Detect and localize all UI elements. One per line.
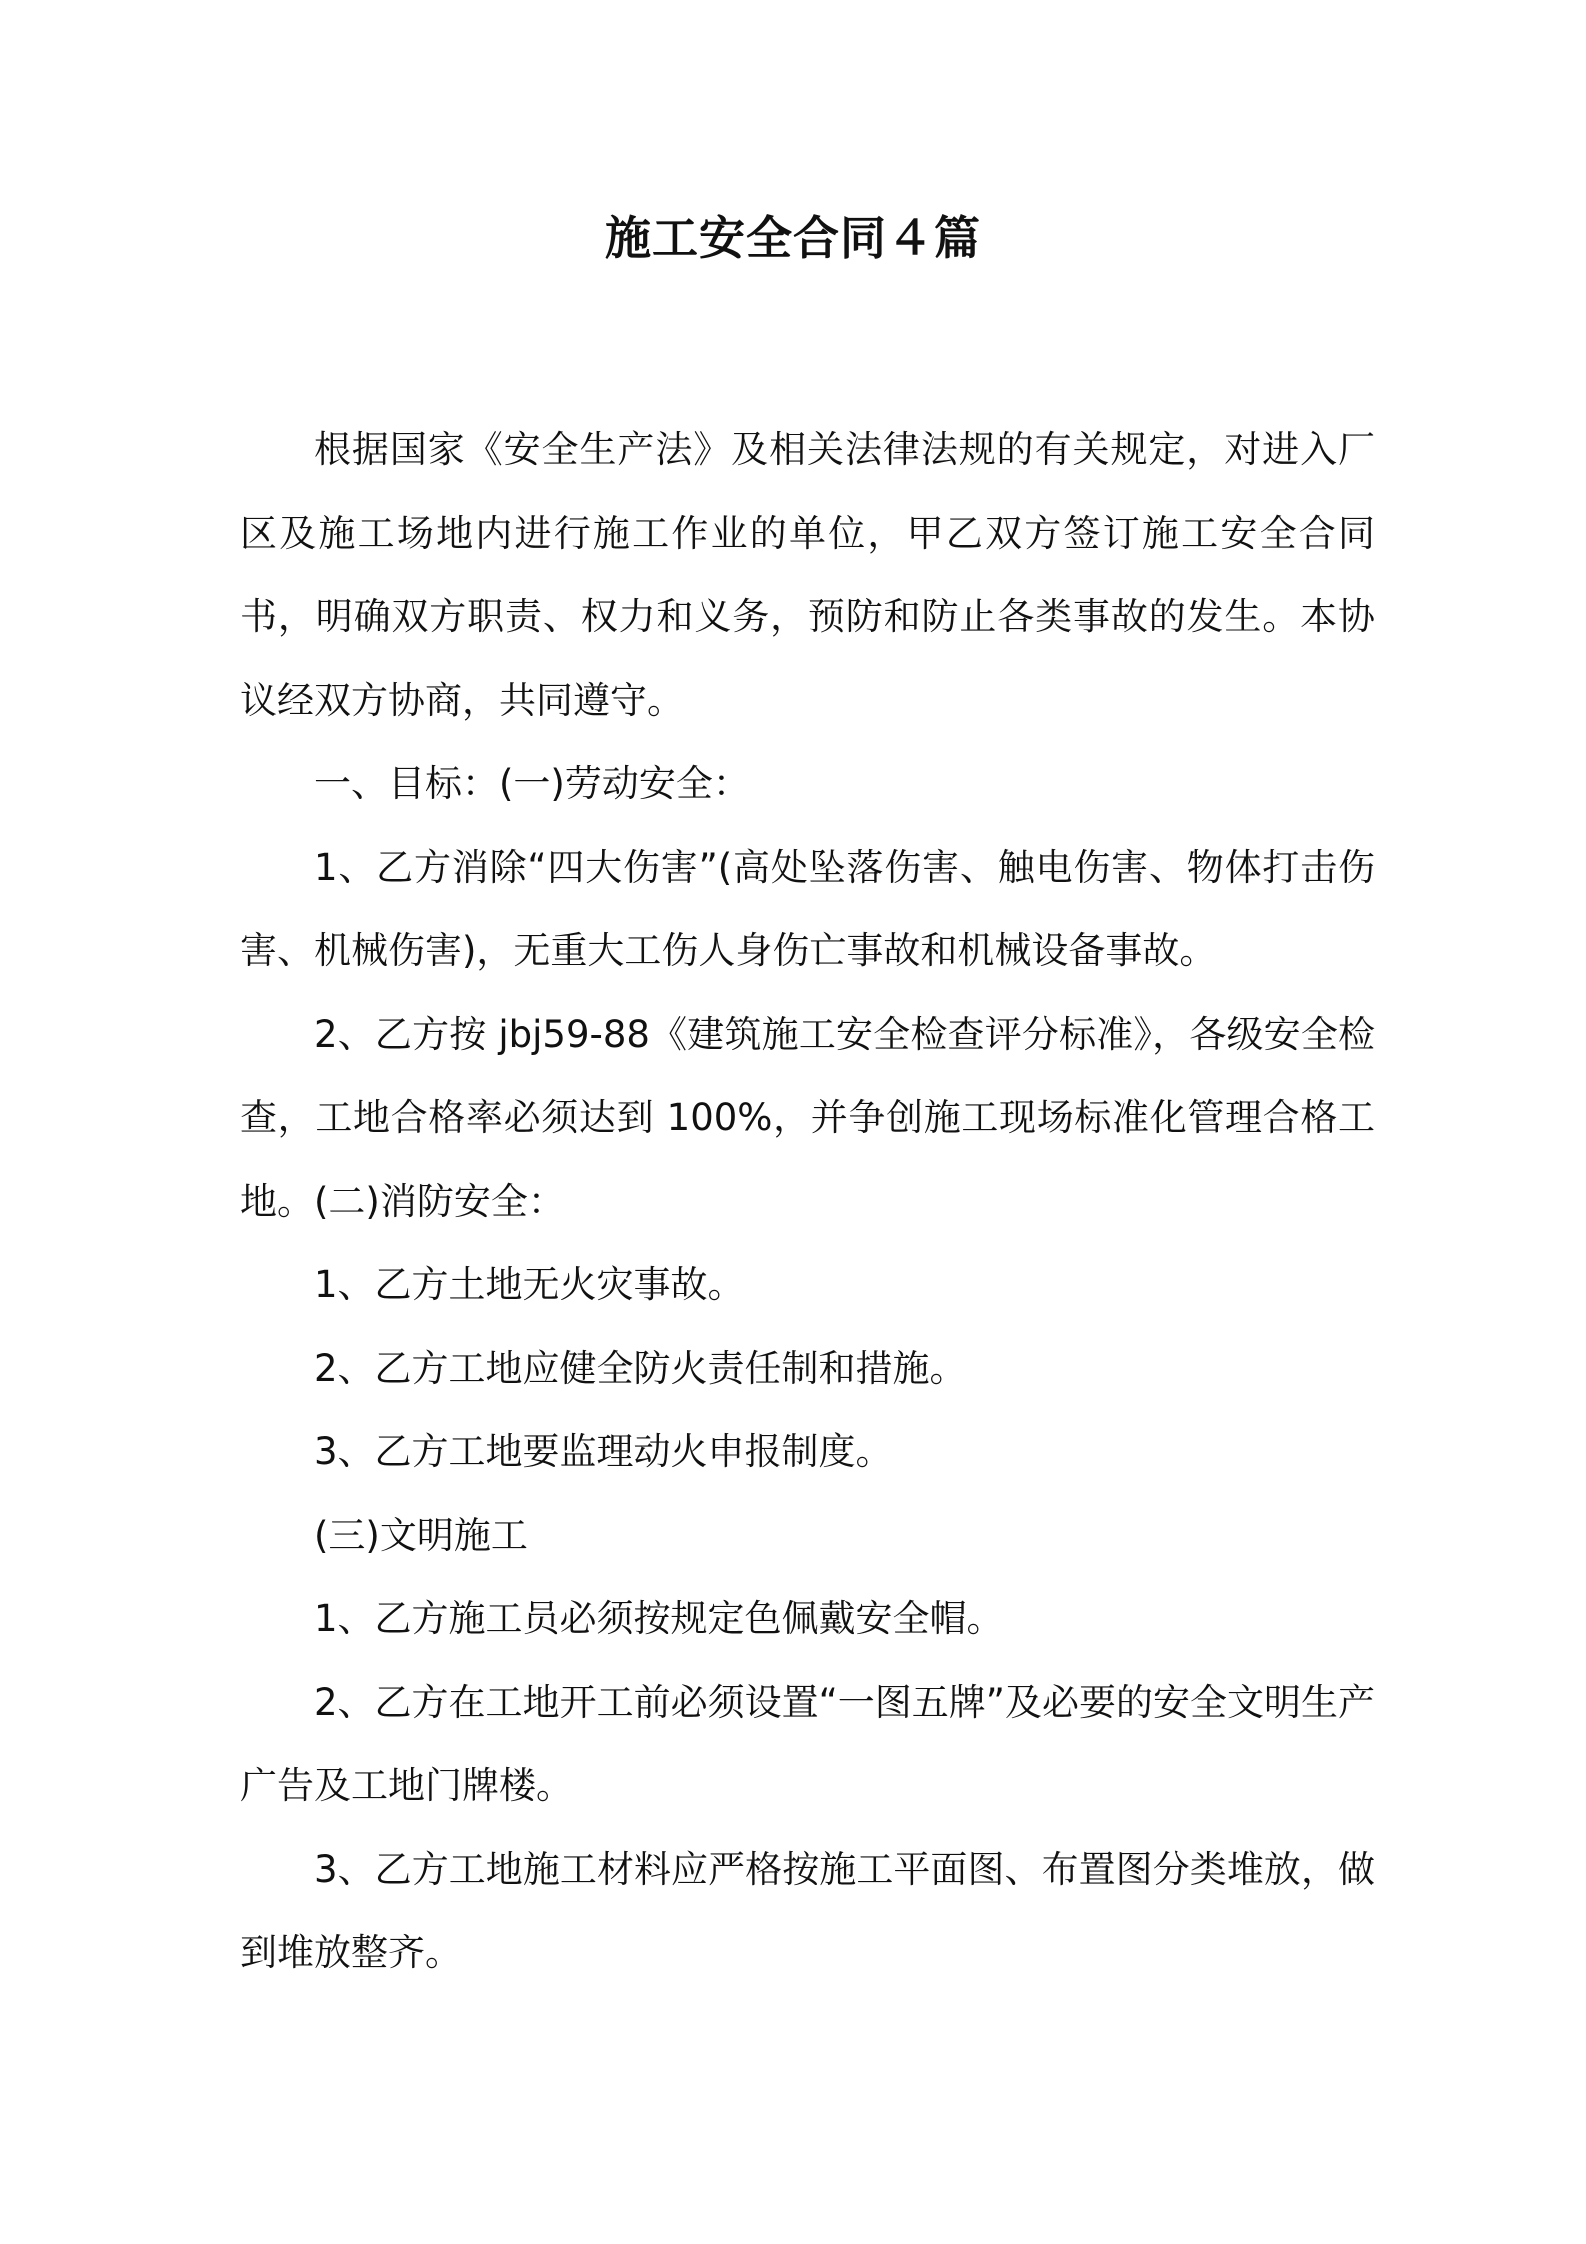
paragraph-civil-2: 2、乙方在工地开工前必须设置“一图五牌”及必要的安全文明生产广告及工地门牌楼。 xyxy=(240,1680,1375,1807)
paragraph-labor-2: 2、乙方按 jbj59-88《建筑施工安全检查评分标准》，各级安全检查，工地合格率必须达到 100%，并争创施工现场标准化管理合格工地。(二)消防安全： xyxy=(240,1012,1375,1223)
paragraph-goal-heading: 一、目标：(一)劳动安全： xyxy=(314,762,750,805)
paragraph-civil-1: 1、乙方施工员必须按规定色佩戴安全帽。 xyxy=(314,1597,1004,1640)
paragraph-fire-2: 2、乙方工地应健全防火责任制和措施。 xyxy=(314,1346,967,1390)
paragraph-labor-1: 1、乙方消除“四大伤害”(高处坠落伤害、触电伤害、物体打击伤害、机械伤害)，无重大工伤人身伤亡事故和机械设备事故。 xyxy=(240,845,1375,972)
document-body xyxy=(240,408,1375,1995)
paragraph-civil-heading: (三)文明施工 xyxy=(314,1513,528,1557)
paragraph-civil-3: 3、乙方工地施工材料应严格按施工平面图、布置图分类堆放，做到堆放整齐。 xyxy=(240,1847,1375,1974)
paragraph-fire-1: 1、乙方土地无火灾事故。 xyxy=(314,1263,745,1306)
paragraph-fire-3: 3、乙方工地要监理动火申报制度。 xyxy=(314,1430,893,1473)
document-title: 施工安全合同４篇 xyxy=(605,211,981,265)
paragraph-intro: 根据国家《安全生产法》及相关法律法规的有关规定，对进入厂区及施工场地内进行施工作业的单位，甲乙双方签订施工安全合同书，明确双方职责、权力和义务，预防和防止各类事故的发生。本协议经双方协商，共同遵守。 xyxy=(240,428,1375,722)
